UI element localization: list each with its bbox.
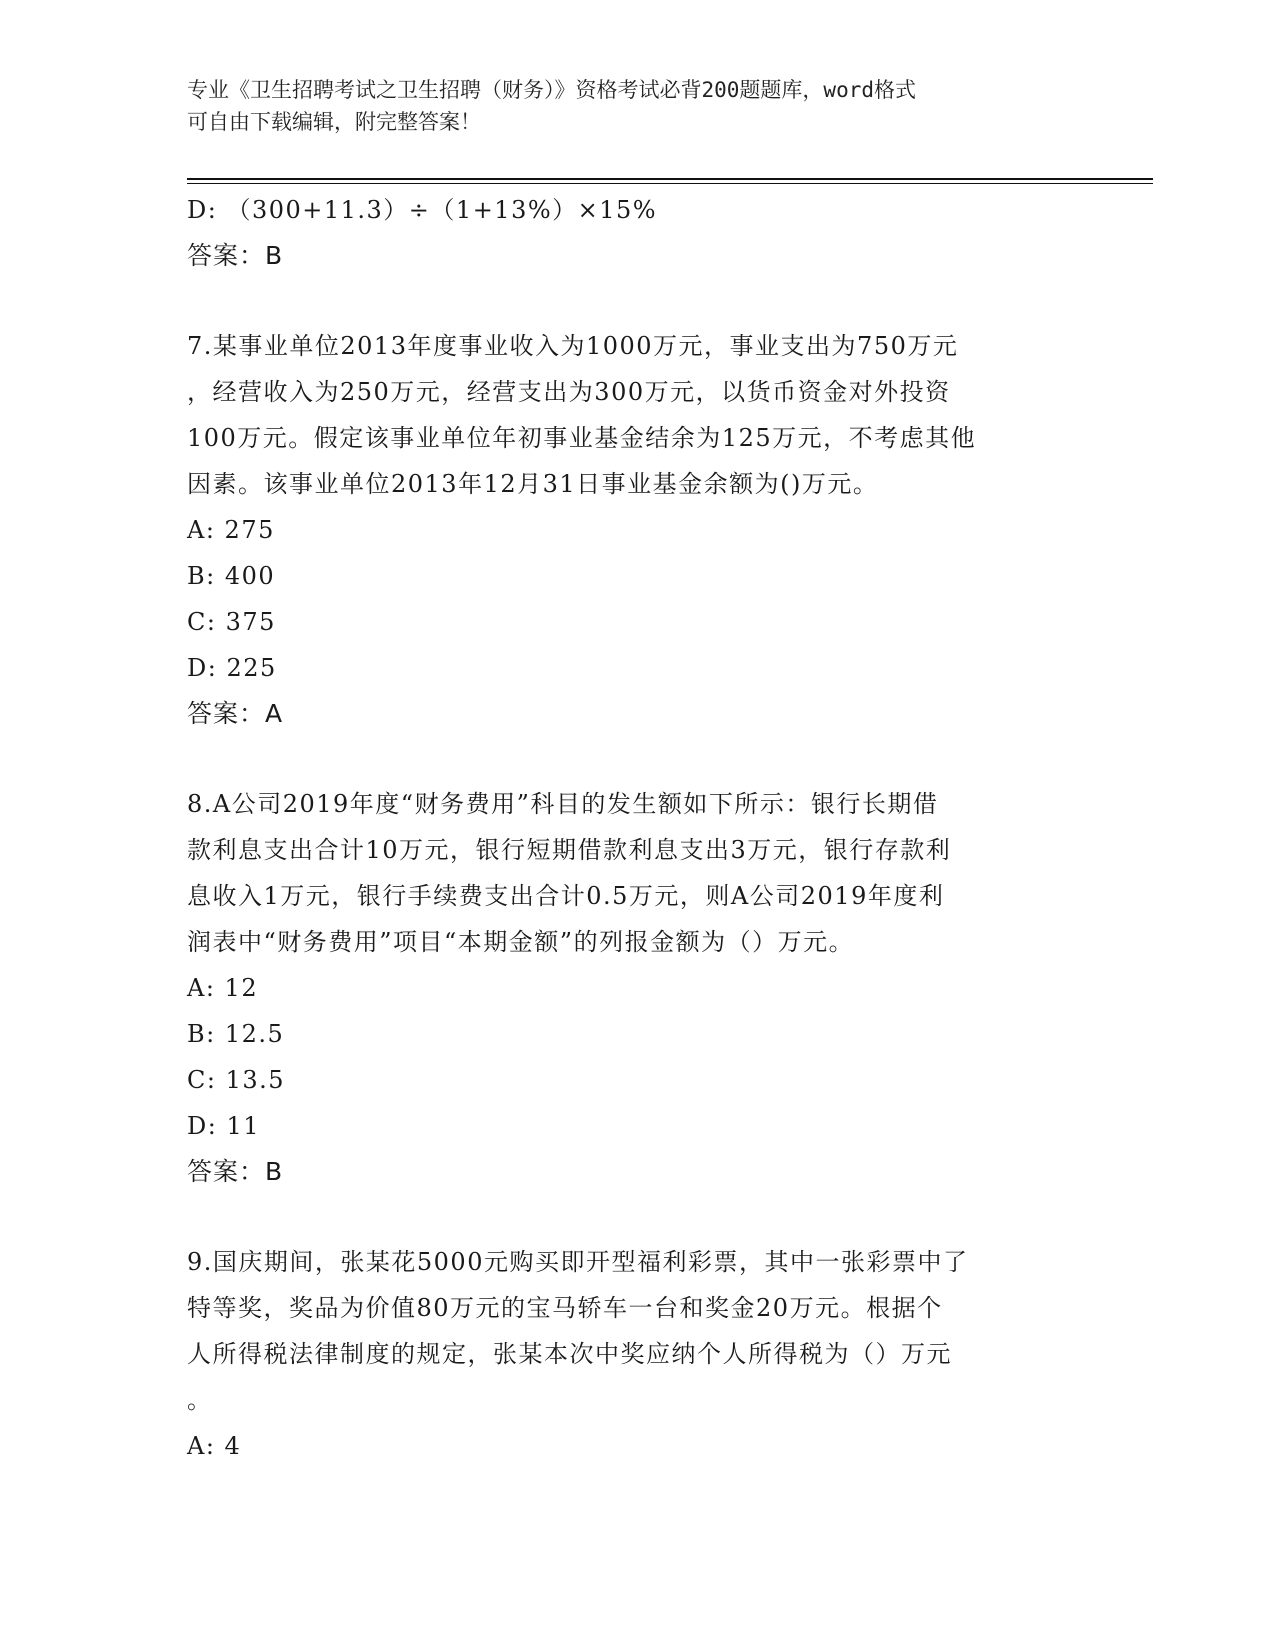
option-d: D: 11 xyxy=(187,1112,260,1140)
question-stem-line: 。 xyxy=(187,1386,213,1414)
question-stem-line: 润表中“财务费用”项目“本期金额”的列报金额为（）万元。 xyxy=(187,928,855,956)
option-c: C: 13.5 xyxy=(187,1066,286,1094)
option-c: C: 375 xyxy=(187,608,276,636)
header-divider-thick xyxy=(187,178,1153,180)
answer: 答案：A xyxy=(187,699,284,728)
question-stem-line: 息收入1万元，银行手续费支出合计0.5万元，则A公司2019年度利 xyxy=(187,882,945,910)
option-b: B: 12.5 xyxy=(187,1020,285,1048)
option-a: A: 4 xyxy=(187,1432,242,1460)
option-b: B: 400 xyxy=(187,562,276,590)
header-title-line-1: 专业《卫生招聘考试之卫生招聘（财务）》资格考试必背200题题库，word格式 xyxy=(187,78,916,102)
question-8 xyxy=(187,781,1087,1195)
question-stem-line: 人所得税法律制度的规定，张某本次中奖应纳个人所得税为（）万元 xyxy=(187,1340,952,1368)
question-stem-line: ，经营收入为250万元，经营支出为300万元，以货币资金对外投资 xyxy=(187,378,951,406)
question-stem-line: 7.某事业单位2013年度事业收入为1000万元，事业支出为750万元 xyxy=(187,332,959,360)
header-divider-thin xyxy=(187,183,1153,184)
question-stem-line: 9.国庆期间，张某花5000元购买即开型福利彩票，其中一张彩票中了 xyxy=(187,1248,969,1276)
question-stem-line: 特等奖，奖品为价值80万元的宝马轿车一台和奖金20万元。根据个 xyxy=(187,1294,943,1322)
previous-question-tail xyxy=(187,187,1087,279)
question-stem-line: 款利息支出合计10万元，银行短期借款利息支出3万元，银行存款利 xyxy=(187,836,952,864)
document-header xyxy=(187,74,1067,138)
header-title-line-2: 可自由下载编辑，附完整答案！ xyxy=(187,110,481,134)
document-body xyxy=(187,187,1087,1469)
option-d: D: 225 xyxy=(187,654,277,682)
question-stem-line: 100万元。假定该事业单位年初事业基金结余为125万元，不考虑其他 xyxy=(187,424,977,452)
option-a: A: 12 xyxy=(187,974,259,1002)
question-stem-line: 因素。该事业单位2013年12月31日事业基金余额为()万元。 xyxy=(187,470,879,498)
question-stem-line: 8.A公司2019年度“财务费用”科目的发生额如下所示：银行长期借 xyxy=(187,790,939,818)
option-d: D: （300+11.3）÷（1+13%）×15% xyxy=(187,196,658,224)
option-a: A: 275 xyxy=(187,516,275,544)
answer: 答案：B xyxy=(187,241,284,270)
question-9 xyxy=(187,1239,1087,1469)
answer: 答案：B xyxy=(187,1157,284,1186)
question-7 xyxy=(187,323,1087,737)
